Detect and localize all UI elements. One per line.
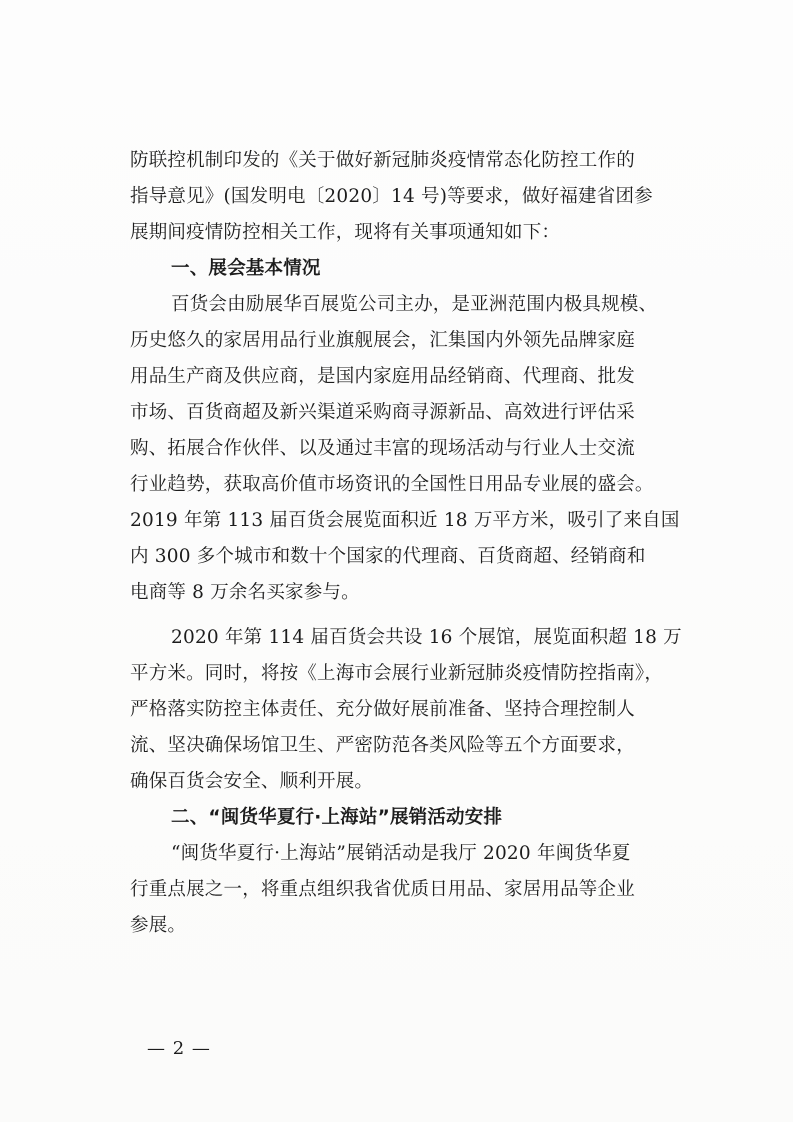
text-line: 防联控机制印发的《关于做好新冠肺炎疫情常态化防控工作的: [130, 150, 635, 171]
text-line: 流、坚决确保场馆卫生、严密防范各类风险等五个方面要求，: [130, 735, 635, 756]
text-line: 确保百货会安全、顺利开展。: [130, 771, 374, 792]
page-number: — 2 —: [147, 1038, 211, 1059]
text-line: 行重点展之一，将重点组织我省优质日用品、家居用品等企业: [130, 879, 635, 900]
text-line: 用品生产商及供应商，是国内家庭用品经销商、代理商、批发: [130, 366, 635, 387]
paragraph-intro: [130, 143, 730, 251]
text-line: 严格落实防控主体责任、充分做好展前准备、坚持合理控制人: [130, 699, 635, 720]
text-line: 平方米。同时，将按《上海市会展行业新冠肺炎疫情防控指南》，: [130, 663, 664, 684]
document-body: [130, 143, 730, 944]
paragraph-2020-exhibition: [130, 620, 730, 800]
text-line: 市场、百货商超及新兴渠道采购商寻源新品、高效进行评估采: [130, 402, 635, 423]
text-line: 指导意见》(国发明电〔2020〕14 号)等要求，做好福建省团参: [130, 186, 653, 207]
section-heading-2: 二、“闽货华夏行·上海站”展销活动安排: [171, 807, 503, 828]
text-line: 参展。: [130, 915, 187, 936]
text-line: 购、拓展合作伙伴、以及通过丰富的现场活动与行业人士交流: [130, 438, 635, 459]
paragraph-exhibition-overview: [130, 287, 730, 611]
text-line: 历史悠久的家居用品行业旗舰展会，汇集国内外领先品牌家庭: [130, 330, 635, 351]
text-line: 2020 年第 114 届百货会共设 16 个展馆，展览面积超 18 万: [171, 627, 682, 648]
text-line: 电商等 8 万余名买家参与。: [130, 582, 360, 603]
text-line: 百货会由励展华百展览公司主办，是亚洲范围内极具规模、: [171, 294, 658, 315]
text-line: 2019 年第 113 届百货会展览面积近 18 万平方米，吸引了来自国: [130, 510, 680, 531]
text-line: 行业趋势，获取高价值市场资讯的全国性日用品专业展的盛会。: [130, 474, 654, 495]
section-heading-1: 一、展会基本情况: [171, 258, 321, 279]
text-line: 展期间疫情防控相关工作，现将有关事项通知如下：: [130, 222, 561, 243]
text-line: “闽货华夏行·上海站”展销活动是我厅 2020 年闽货华夏: [171, 843, 631, 864]
text-line: 内 300 多个城市和数十个国家的代理商、百货商超、经销商和: [130, 546, 646, 567]
paragraph-shanghai-event: [130, 836, 730, 944]
